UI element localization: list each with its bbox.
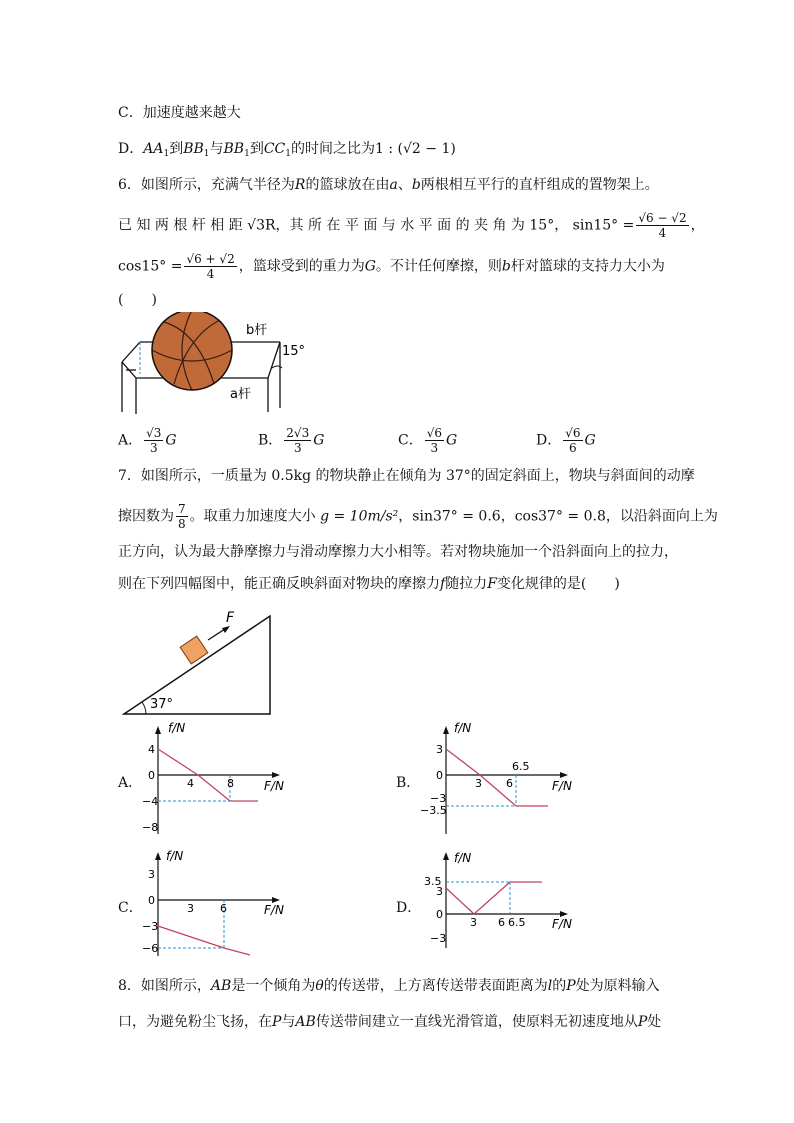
graph-a-ytick-0: 4 [148, 743, 155, 756]
graph-a-origin: 0 [148, 769, 155, 782]
graph-a-ytick-2: −8 [142, 821, 159, 834]
q7-line-2: 擦因数为 $\frac{7}{8}$ 。取重力加速度大小 g = 10m/s²，sin37° = 0.6，cos37° = 0.8，以沿斜面向上为 [118, 502, 718, 531]
q6-option-a: A． $\frac{√3}{3}$ G [118, 426, 177, 455]
q8-line-2: 口，为避免粉尘飞扬，在P与AB传送带间建立一直线光滑管道，使原料无初速度地从P处 [118, 1014, 662, 1030]
q5-option-d: D．$AA_1$到$BB_1$与$BB_1$到$CC_1$的时间之比为1 : (√2 − 1) [118, 141, 456, 159]
graph-d [418, 848, 578, 952]
graph-d-origin: 0 [436, 908, 443, 921]
q7-line-4: 则在下列四幅图中，能正确反映斜面对物块的摩擦力f随拉力F变化规律的是( ) [118, 576, 620, 592]
graph-c-ytick-1: −3 [142, 920, 159, 933]
graph-c-ylabel: f/N [166, 849, 184, 863]
graph-b-origin: 0 [436, 769, 443, 782]
q5-option-c: C．加速度越来越大 [118, 105, 241, 121]
graph-a-ytick-1: −4 [142, 795, 159, 808]
q6-line-3: cos15° = $\frac{√6 + √2}{4}$ ，篮球受到的重力为G。不计任何摩擦，则b杆对篮球的支持力大小为 [118, 252, 665, 281]
graph-c-xtick-0: 3 [187, 902, 194, 915]
graph-a-xlabel: F/N [264, 779, 284, 793]
graph-b-ytick-1: −3 [430, 792, 447, 805]
label-force-F: F [226, 610, 235, 626]
graph-a-ylabel: f/N [168, 722, 186, 735]
label-angle-37: 37° [150, 697, 174, 712]
q6-option-c: C． $\frac{√6}{3}$ G [398, 426, 458, 455]
label-b-rod: b杆 [246, 323, 268, 338]
graph-d-ytick-2: −3 [430, 932, 447, 945]
graph-b-ytick-0: 3 [436, 743, 443, 756]
q6-option-b: B． $\frac{2√3}{3}$ G [258, 426, 325, 455]
q7-line-1: 7．如图所示，一质量为 0.5kg 的物块静止在倾角为 37°的固定斜面上，物块与斜面间的动摩 [118, 468, 695, 484]
graph-d-ytick-0: 3.5 [424, 875, 442, 888]
q7-line-3: 正方向，认为最大静摩擦力与滑动摩擦力大小相等。若对物块施加一个沿斜面向上的拉力， [118, 544, 678, 560]
q6-option-d: D． $\frac{√6}{6}$ G [536, 426, 596, 455]
graph-b [418, 722, 578, 838]
label-a-rod: a杆 [230, 387, 251, 402]
graph-c-xlabel: F/N [264, 903, 284, 917]
graph-c-origin: 0 [148, 894, 155, 907]
q8-line-1: 8．如图所示，AB是一个倾角为θ的传送带，上方离传送带表面距离为l的P处为原料输入 [118, 978, 660, 994]
graph-a-letter: A． [118, 775, 143, 791]
graph-c-ytick-0: 3 [148, 868, 155, 881]
graph-d-xlabel: F/N [552, 917, 572, 931]
graph-d-xtick-2: 6.5 [508, 916, 526, 929]
graph-d-ylabel: f/N [454, 851, 472, 865]
label-angle-15: 15° [282, 344, 306, 359]
graph-b-extra: 6.5 [512, 760, 530, 773]
graph-b-xtick-1: 6 [506, 777, 513, 790]
graph-c-xtick-1: 6 [220, 902, 227, 915]
graph-a [140, 722, 290, 838]
graph-c-ytick-2: −6 [142, 942, 159, 955]
q6-rack-figure [118, 312, 308, 416]
q6-line-2: 已 知 两 根 杆 相 距 √3R，其 所 在 平 面 与 水 平 面 的 夹 角 为 15°， sin15° = $\frac{√6 - √2}{4}$ ， [118, 211, 705, 240]
graph-a-xtick-1: 8 [227, 777, 234, 790]
graph-c [140, 848, 290, 960]
graph-b-ytick-2: −3.5 [420, 804, 447, 817]
graph-b-xtick-0: 3 [475, 777, 482, 790]
graph-d-xtick-1: 6 [498, 916, 505, 929]
q7-incline-figure [118, 606, 278, 718]
graph-d-ytick-1: 3 [436, 885, 443, 898]
graph-a-xtick-0: 4 [187, 777, 194, 790]
graph-c-letter: C． [118, 900, 143, 916]
graph-b-ylabel: f/N [454, 722, 472, 735]
q6-paren: ( ) [118, 292, 157, 308]
graph-b-xlabel: F/N [552, 779, 572, 793]
graph-d-letter: D． [396, 900, 422, 916]
graph-b-letter: B． [396, 775, 421, 791]
q6-line-1: 6．如图所示，充满气半径为R的篮球放在由a、b两根相互平行的直杆组成的置物架上。 [118, 177, 659, 193]
graph-d-xtick-0: 3 [470, 916, 477, 929]
